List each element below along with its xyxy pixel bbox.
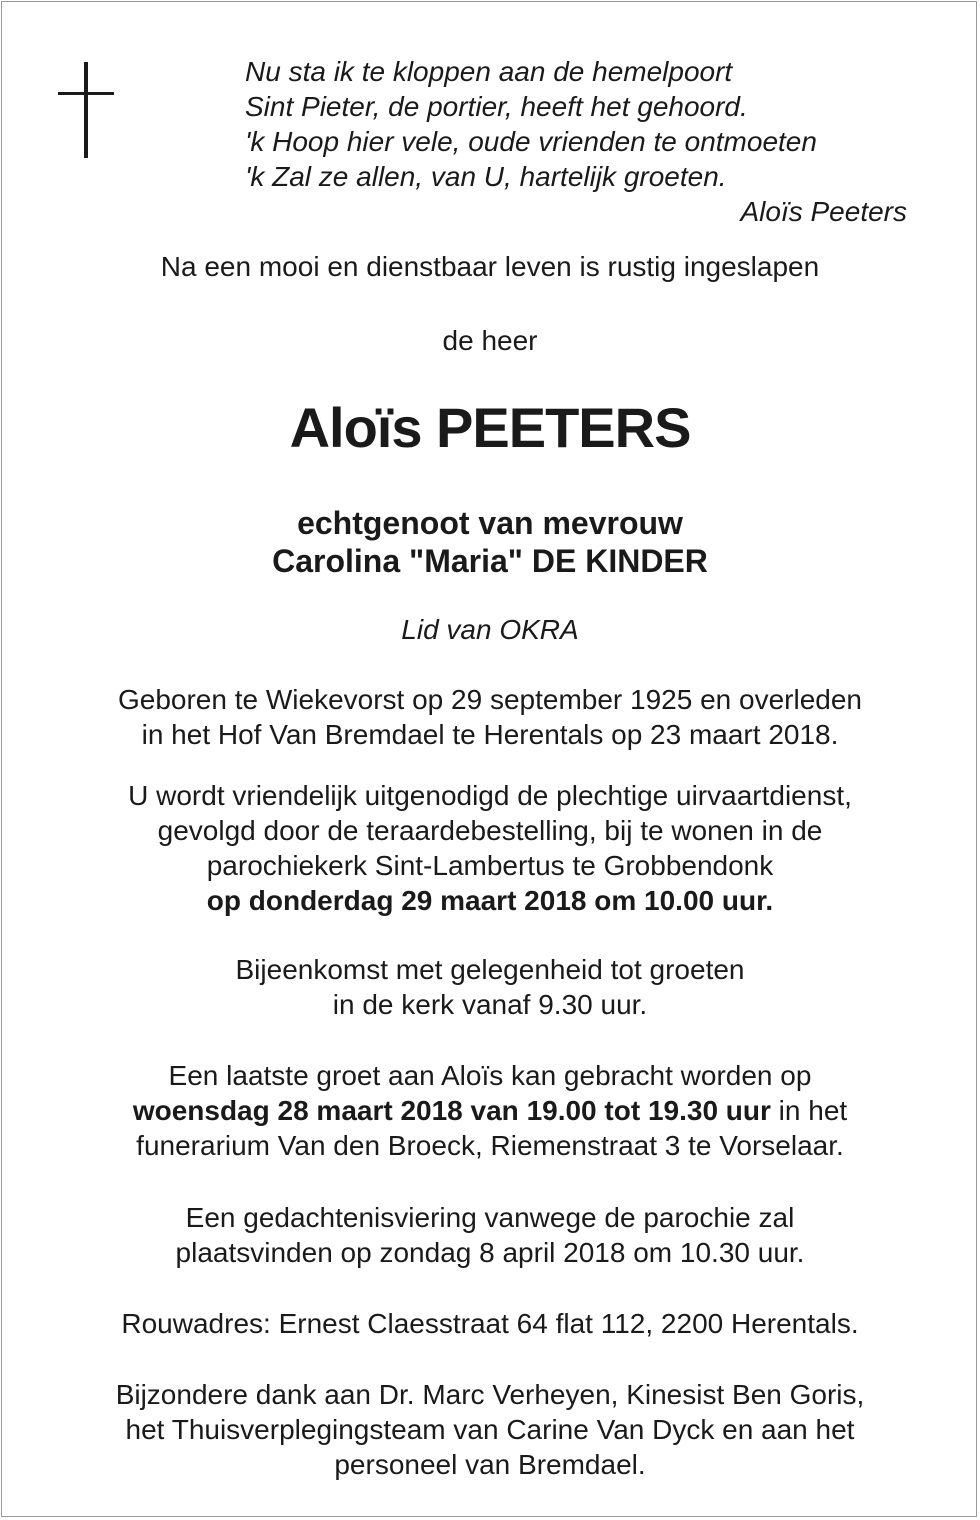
funeral-line: gevolgd door de teraardebestelling, bij te wonen in de <box>157 815 823 846</box>
farewell-line-3: funerarium Van den Broeck, Riemenstraat 3 te Vorselaar. <box>136 1130 844 1161</box>
memorial-line: Een gedachtenisviering vanwege de parochie zal <box>185 1202 795 1233</box>
gathering-line: Bijeenkomst met gelegenheid tot groeten <box>235 954 745 985</box>
funeral-date: op donderdag 29 maart 2018 om 10.00 uur. <box>206 885 774 916</box>
funeral-invitation <box>0 778 980 918</box>
thanks-line: het Thuisverplegingsteam van Carine Van Dyck en aan het <box>125 1414 855 1445</box>
thanks-text <box>0 1377 980 1482</box>
funeral-line: U wordt vriendelijk uitgenodigd de plechtige uirvaartdienst, <box>128 780 852 811</box>
poem-author: Aloïs Peeters <box>740 196 907 227</box>
farewell-text <box>0 1058 980 1163</box>
spouse-line-2: Carolina "Maria" DE KINDER <box>272 543 708 579</box>
birth-death-text <box>0 682 980 752</box>
gathering-text <box>0 952 980 1022</box>
spouse-line-1: echtgenoot van mevrouw <box>297 505 683 541</box>
farewell-line-2-rest: in het <box>770 1095 848 1126</box>
poem <box>245 54 915 229</box>
membership: Lid van OKRA <box>401 614 579 645</box>
poem-line: Nu sta ik te kloppen aan de hemelpoort <box>245 56 733 87</box>
gathering-line: in de kerk vanaf 9.30 uur. <box>332 989 648 1020</box>
birth-death-line: Geboren te Wiekevorst op 29 september 1925 en overleden <box>117 684 862 715</box>
honorific: de heer <box>442 325 538 356</box>
memorial-text <box>0 1200 980 1270</box>
poem-line: 'k Hoop hier vele, oude vrienden te ontmoeten <box>245 126 817 157</box>
cross-icon <box>58 62 114 158</box>
spouse-info <box>0 504 980 580</box>
thanks-line: personeel van Bremdael. <box>334 1449 646 1480</box>
thanks-line: Bijzondere dank aan Dr. Marc Verheyen, Kinesist Ben Goris, <box>115 1379 865 1410</box>
farewell-line-2 <box>0 1093 980 1128</box>
mourning-address: Rouwadres: Ernest Claesstraat 64 flat 112, 2200 Herentals. <box>121 1308 859 1339</box>
birth-death-line: in het Hof Van Bremdael te Herentals op 23 maart 2018. <box>141 719 839 750</box>
poem-line: 'k Zal ze allen, van U, hartelijk groeten. <box>245 161 727 192</box>
farewell-line-1: Een laatste groet aan Aloïs kan gebracht worden op <box>168 1060 812 1091</box>
funeral-line: parochiekerk Sint-Lambertus te Grobbendonk <box>206 850 774 881</box>
deceased-name: Aloïs PEETERS <box>289 396 691 459</box>
poem-line: Sint Pieter, de portier, heeft het gehoord. <box>245 91 748 122</box>
intro-text: Na een mooi en dienstbaar leven is rustig ingeslapen <box>160 251 820 282</box>
memorial-line: plaatsvinden op zondag 8 april 2018 om 10.30 uur. <box>175 1237 805 1268</box>
farewell-date: woensdag 28 maart 2018 van 19.00 tot 19.30 uur <box>132 1095 771 1126</box>
